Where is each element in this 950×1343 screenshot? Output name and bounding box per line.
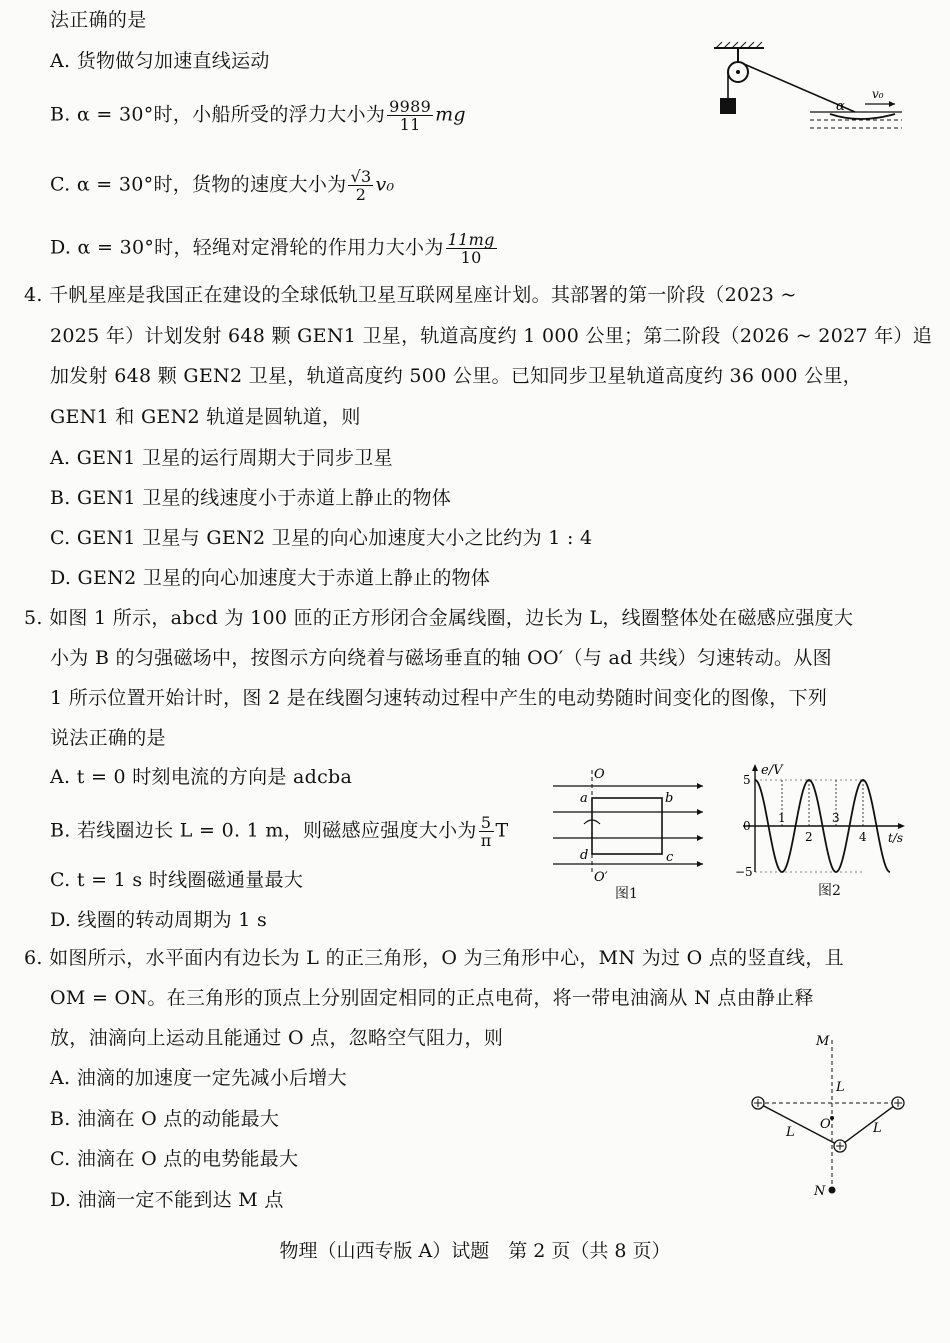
q3-option-c-fraction bbox=[348, 168, 373, 203]
q5-figure-2-chart bbox=[733, 760, 913, 882]
q3-option-c-unit: v₀ bbox=[375, 173, 395, 196]
q3-option-b-fraction bbox=[387, 98, 433, 133]
q3-option-b-unit: mg bbox=[435, 103, 466, 126]
fraction-denominator: π bbox=[480, 831, 492, 850]
alpha-label: α bbox=[836, 99, 845, 114]
q5-option-b-unit: T bbox=[495, 819, 509, 842]
q5-option-a: A. t = 0 时刻电流的方向是 adcba bbox=[50, 766, 353, 788]
positive-charge-icon bbox=[752, 1097, 764, 1109]
vertex-c-label: c bbox=[666, 850, 674, 865]
q6-option-d: D. 油滴一定不能到达 M 点 bbox=[50, 1189, 284, 1211]
figure-2-caption: 图2 bbox=[818, 883, 841, 899]
point-n-label: N bbox=[814, 1184, 826, 1199]
fraction-numerator: 5 bbox=[479, 814, 494, 832]
q5-option-c: C. t = 1 s 时线圈磁通量最大 bbox=[50, 869, 304, 891]
q5-option-b-fraction bbox=[479, 814, 494, 849]
q3-option-b bbox=[50, 98, 466, 133]
fraction-numerator: 11mg bbox=[447, 230, 495, 249]
q3-option-a: A. 货物做匀加速直线运动 bbox=[50, 50, 270, 72]
y-tick-label: 5 bbox=[743, 773, 751, 787]
q4-option-c: C. GEN1 卫星与 GEN2 卫星的向心加速度大小之比约为 1 : 4 bbox=[50, 527, 593, 549]
fraction-numerator: √3 bbox=[350, 167, 372, 186]
vertex-a-label: a bbox=[580, 791, 588, 806]
point-n bbox=[829, 1187, 836, 1194]
q3-option-d bbox=[50, 231, 499, 266]
x-tick-label: 1 bbox=[778, 811, 786, 825]
positive-charge-icon bbox=[892, 1097, 904, 1109]
q3-stem-tail: 法正确的是 bbox=[50, 9, 147, 31]
side-l-label: L bbox=[836, 1080, 845, 1095]
q4-option-d: D. GEN2 卫星的向心加速度大于赤道上静止的物体 bbox=[50, 567, 491, 589]
q6-stem-line-3: 放，油滴向上运动且能通过 O 点，忽略空气阻力，则 bbox=[50, 1027, 504, 1049]
y-tick-label: −5 bbox=[735, 865, 753, 879]
fraction-denominator: 11 bbox=[399, 115, 421, 134]
q5-option-d: D. 线圈的转动周期为 1 s bbox=[50, 909, 268, 931]
x-axis-label: t/s bbox=[888, 831, 904, 845]
vertex-b-label: b bbox=[665, 791, 674, 806]
fraction-denominator: 10 bbox=[460, 248, 482, 267]
x-tick-label: 2 bbox=[805, 830, 813, 844]
axis-o-prime-label: O′ bbox=[594, 870, 608, 882]
q4-stem-line-3: 加发射 648 颗 GEN2 卫星，轨道高度约 500 公里。已知同步卫星轨道高度约 36 000 公里， bbox=[50, 365, 862, 387]
triangle-right-edge bbox=[840, 1103, 898, 1146]
fraction-numerator: 9989 bbox=[389, 97, 432, 116]
q5-stem-line-3: 1 所示位置开始计时，图 2 是在线圈匀速转动过程中产生的电动势随时间变化的图像，下列 bbox=[50, 687, 828, 709]
q4-stem-line-1: 4. 千帆星座是我国正在建设的全球低轨卫星互联网星座计划。其部署的第一阶段（2023 ~ bbox=[24, 284, 797, 306]
q3-option-c-text: C. α = 30°时，货物的速度大小为 bbox=[50, 173, 347, 196]
q3-option-c bbox=[50, 168, 394, 203]
point-m-label: M bbox=[816, 1034, 830, 1049]
q5-figure-1-coil bbox=[548, 764, 713, 882]
q5-stem-line-4: 说法正确的是 bbox=[50, 727, 166, 749]
q5-stem-line-2: 小为 B 的匀强磁场中，按图示方向绕着与磁场垂直的轴 OO′（与 ad 共线）匀速转动。从图 bbox=[50, 647, 832, 669]
y-tick-label: 0 bbox=[743, 819, 751, 833]
q4-option-b: B. GEN1 卫星的线速度小于赤道上静止的物体 bbox=[50, 487, 452, 509]
q4-stem-line-4: GEN1 和 GEN2 轨道是圆轨道，则 bbox=[50, 406, 361, 428]
q5-option-b bbox=[50, 814, 509, 849]
side-l-label: L bbox=[786, 1125, 795, 1140]
x-tick-label: 3 bbox=[832, 811, 840, 825]
boat-icon bbox=[830, 114, 895, 119]
page-footer: 物理（山西专版 A）试题 第 2 页（共 8 页） bbox=[279, 1240, 671, 1262]
q4-option-a: A. GEN1 卫星的运行周期大于同步卫星 bbox=[50, 447, 393, 469]
y-axis-label: e/V bbox=[761, 763, 783, 778]
point-o-label: O bbox=[820, 1117, 831, 1132]
cargo-block bbox=[720, 98, 736, 114]
coil-abcd bbox=[592, 798, 662, 854]
q5-stem-line-1: 5. 如图 1 所示，abcd 为 100 匝的正方形闭合金属线圈，边长为 L，线圈整体处在磁感应强度大 bbox=[24, 607, 854, 629]
axis-o-label: O bbox=[594, 767, 605, 782]
q6-option-b: B. 油滴在 O 点的动能最大 bbox=[50, 1108, 280, 1130]
side-l-label: L bbox=[873, 1121, 882, 1136]
figure-1-caption: 图1 bbox=[615, 886, 638, 902]
q6-option-a: A. 油滴的加速度一定先减小后增大 bbox=[50, 1067, 347, 1089]
q6-stem-line-2: OM = ON。在三角形的顶点上分别固定相同的正点电荷，将一带电油滴从 N 点由静止释 bbox=[50, 987, 814, 1009]
q5-option-b-text: B. 若线圈边长 L = 0. 1 m，则磁感应强度大小为 bbox=[50, 819, 477, 842]
q3-option-b-text: B. α = 30°时，小船所受的浮力大小为 bbox=[50, 103, 386, 126]
q3-option-d-fraction bbox=[446, 231, 497, 266]
fraction-denominator: 2 bbox=[355, 185, 367, 204]
q3-pulley-boat-figure bbox=[680, 40, 910, 145]
q3-option-d-text: D. α = 30°时，轻绳对定滑轮的作用力大小为 bbox=[50, 236, 444, 259]
q6-option-c: C. 油滴在 O 点的电势能最大 bbox=[50, 1148, 299, 1170]
q6-stem-line-1: 6. 如图所示，水平面内有边长为 L 的正三角形，O 为三角形中心，MN 为过 O 点的竖直线，且 bbox=[24, 947, 844, 969]
x-tick-label: 4 bbox=[859, 830, 867, 844]
q4-stem-line-2: 2025 年）计划发射 648 颗 GEN1 卫星，轨道高度约 1 000 公里；第二阶段（2026 ~ 2027 年）追 bbox=[50, 325, 933, 347]
q6-triangle-figure bbox=[740, 1028, 915, 1208]
vertex-d-label: d bbox=[580, 848, 589, 863]
positive-charge-icon bbox=[834, 1140, 846, 1152]
v0-label: v₀ bbox=[872, 87, 884, 101]
